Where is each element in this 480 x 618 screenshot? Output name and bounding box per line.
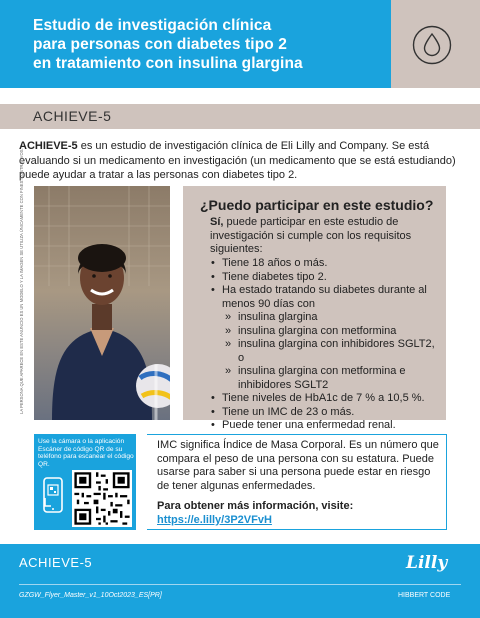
eligibility-subitem: » insulina glargina	[210, 311, 442, 325]
eligibility-panel	[183, 186, 446, 431]
eligibility-item: • Tiene diabetes tipo 2.	[210, 271, 442, 285]
eligibility-item: • Tiene niveles de HbA1c de 7 % a 10,5 %.	[210, 392, 442, 406]
intro-text: es un estudio de investigación clínica de Eli Lilly and Company. Se está evaluando si un medicamento en investigación (un medicamento que se está estudiando) puede ayudar a tratar a las personas con diabetes tipo 2.	[19, 140, 456, 181]
phone-scan-icon	[41, 476, 65, 514]
study-name: ACHIEVE-5	[33, 108, 112, 124]
header	[0, 0, 480, 88]
intro-paragraph	[19, 139, 464, 183]
header-title-line-2: para personas con diabetes tipo 2	[33, 36, 287, 53]
more-info-link[interactable]: https://e.lilly/3P2VFvH	[157, 514, 272, 526]
photo-caption	[19, 148, 29, 414]
bmi-explanation: IMC significa Índice de Masa Corporal. Es un número que compara el peso de una persona con su estatura. Puede usarse para saber si una persona puede estar en riesgo de tener algunas enfermedades.	[157, 439, 439, 492]
more-info-label: Para obtener más información, visite:	[157, 500, 354, 512]
intro-study-name: ACHIEVE-5	[19, 140, 78, 152]
eligibility-item: • Ha estado tratando su diabetes durante al menos 90 días con	[210, 284, 442, 311]
qr-code[interactable]	[72, 470, 132, 527]
spacer-strip	[0, 88, 480, 104]
eligibility-item: • Tiene un IMC de 23 o más.	[210, 406, 442, 420]
footer-study-name: ACHIEVE-5	[19, 555, 93, 570]
participant-photo	[34, 186, 170, 420]
eligibility-lead-yes: Sí,	[210, 216, 224, 228]
header-title-line-1: Estudio de investigación clínica	[33, 17, 272, 34]
photo-caption-text: LA PERSONA QUE APARECE EN ESTE ANUNCIO ES UN MODELO Y LA IMAGEN SE UTILIZA ÚNICAMENTE CON FINES ILUSTRATIVOS.	[19, 148, 24, 414]
header-title-line-3: en tratamiento con insulina glargina	[33, 55, 303, 72]
eligibility-lead	[210, 216, 440, 257]
eligibility-subitem: » insulina glargina con metformina e inhibidores SGLT2	[210, 365, 442, 392]
info-panel	[147, 434, 447, 530]
participant-illustration	[34, 186, 170, 420]
water-drop-icon	[412, 25, 452, 65]
lilly-logo: Lilly	[406, 553, 448, 573]
header-title	[33, 16, 303, 73]
footer-divider	[19, 584, 461, 585]
eligibility-item: • Tiene 18 años o más.	[210, 257, 442, 271]
header-banner	[0, 0, 391, 88]
footer	[0, 544, 480, 618]
eligibility-list	[210, 257, 442, 433]
qr-instructions: Use la cámara o la aplicación Escáner de código QR de su teléfono para escanear el código QR.	[38, 438, 134, 468]
footer-hibbert-code: HIBBERT CODE	[398, 592, 451, 599]
study-title-band	[0, 104, 480, 129]
header-icon-panel	[391, 0, 480, 88]
eligibility-heading: ¿Puedo participar en este estudio?	[200, 197, 434, 213]
footer-document-code: GZGW_Flyer_Master_v1_10Oct2023_ES[PR]	[19, 592, 162, 599]
eligibility-subitem: » insulina glargina con metformina	[210, 325, 442, 339]
qr-panel	[34, 434, 136, 530]
eligibility-lead-text: puede participar en este estudio de investigación si cumple con los requisitos siguientes:	[210, 216, 412, 255]
eligibility-subitem: » insulina glargina con inhibidores SGLT2, o	[210, 338, 442, 365]
eligibility-item: • Puede tener una enfermedad renal.	[210, 419, 442, 433]
